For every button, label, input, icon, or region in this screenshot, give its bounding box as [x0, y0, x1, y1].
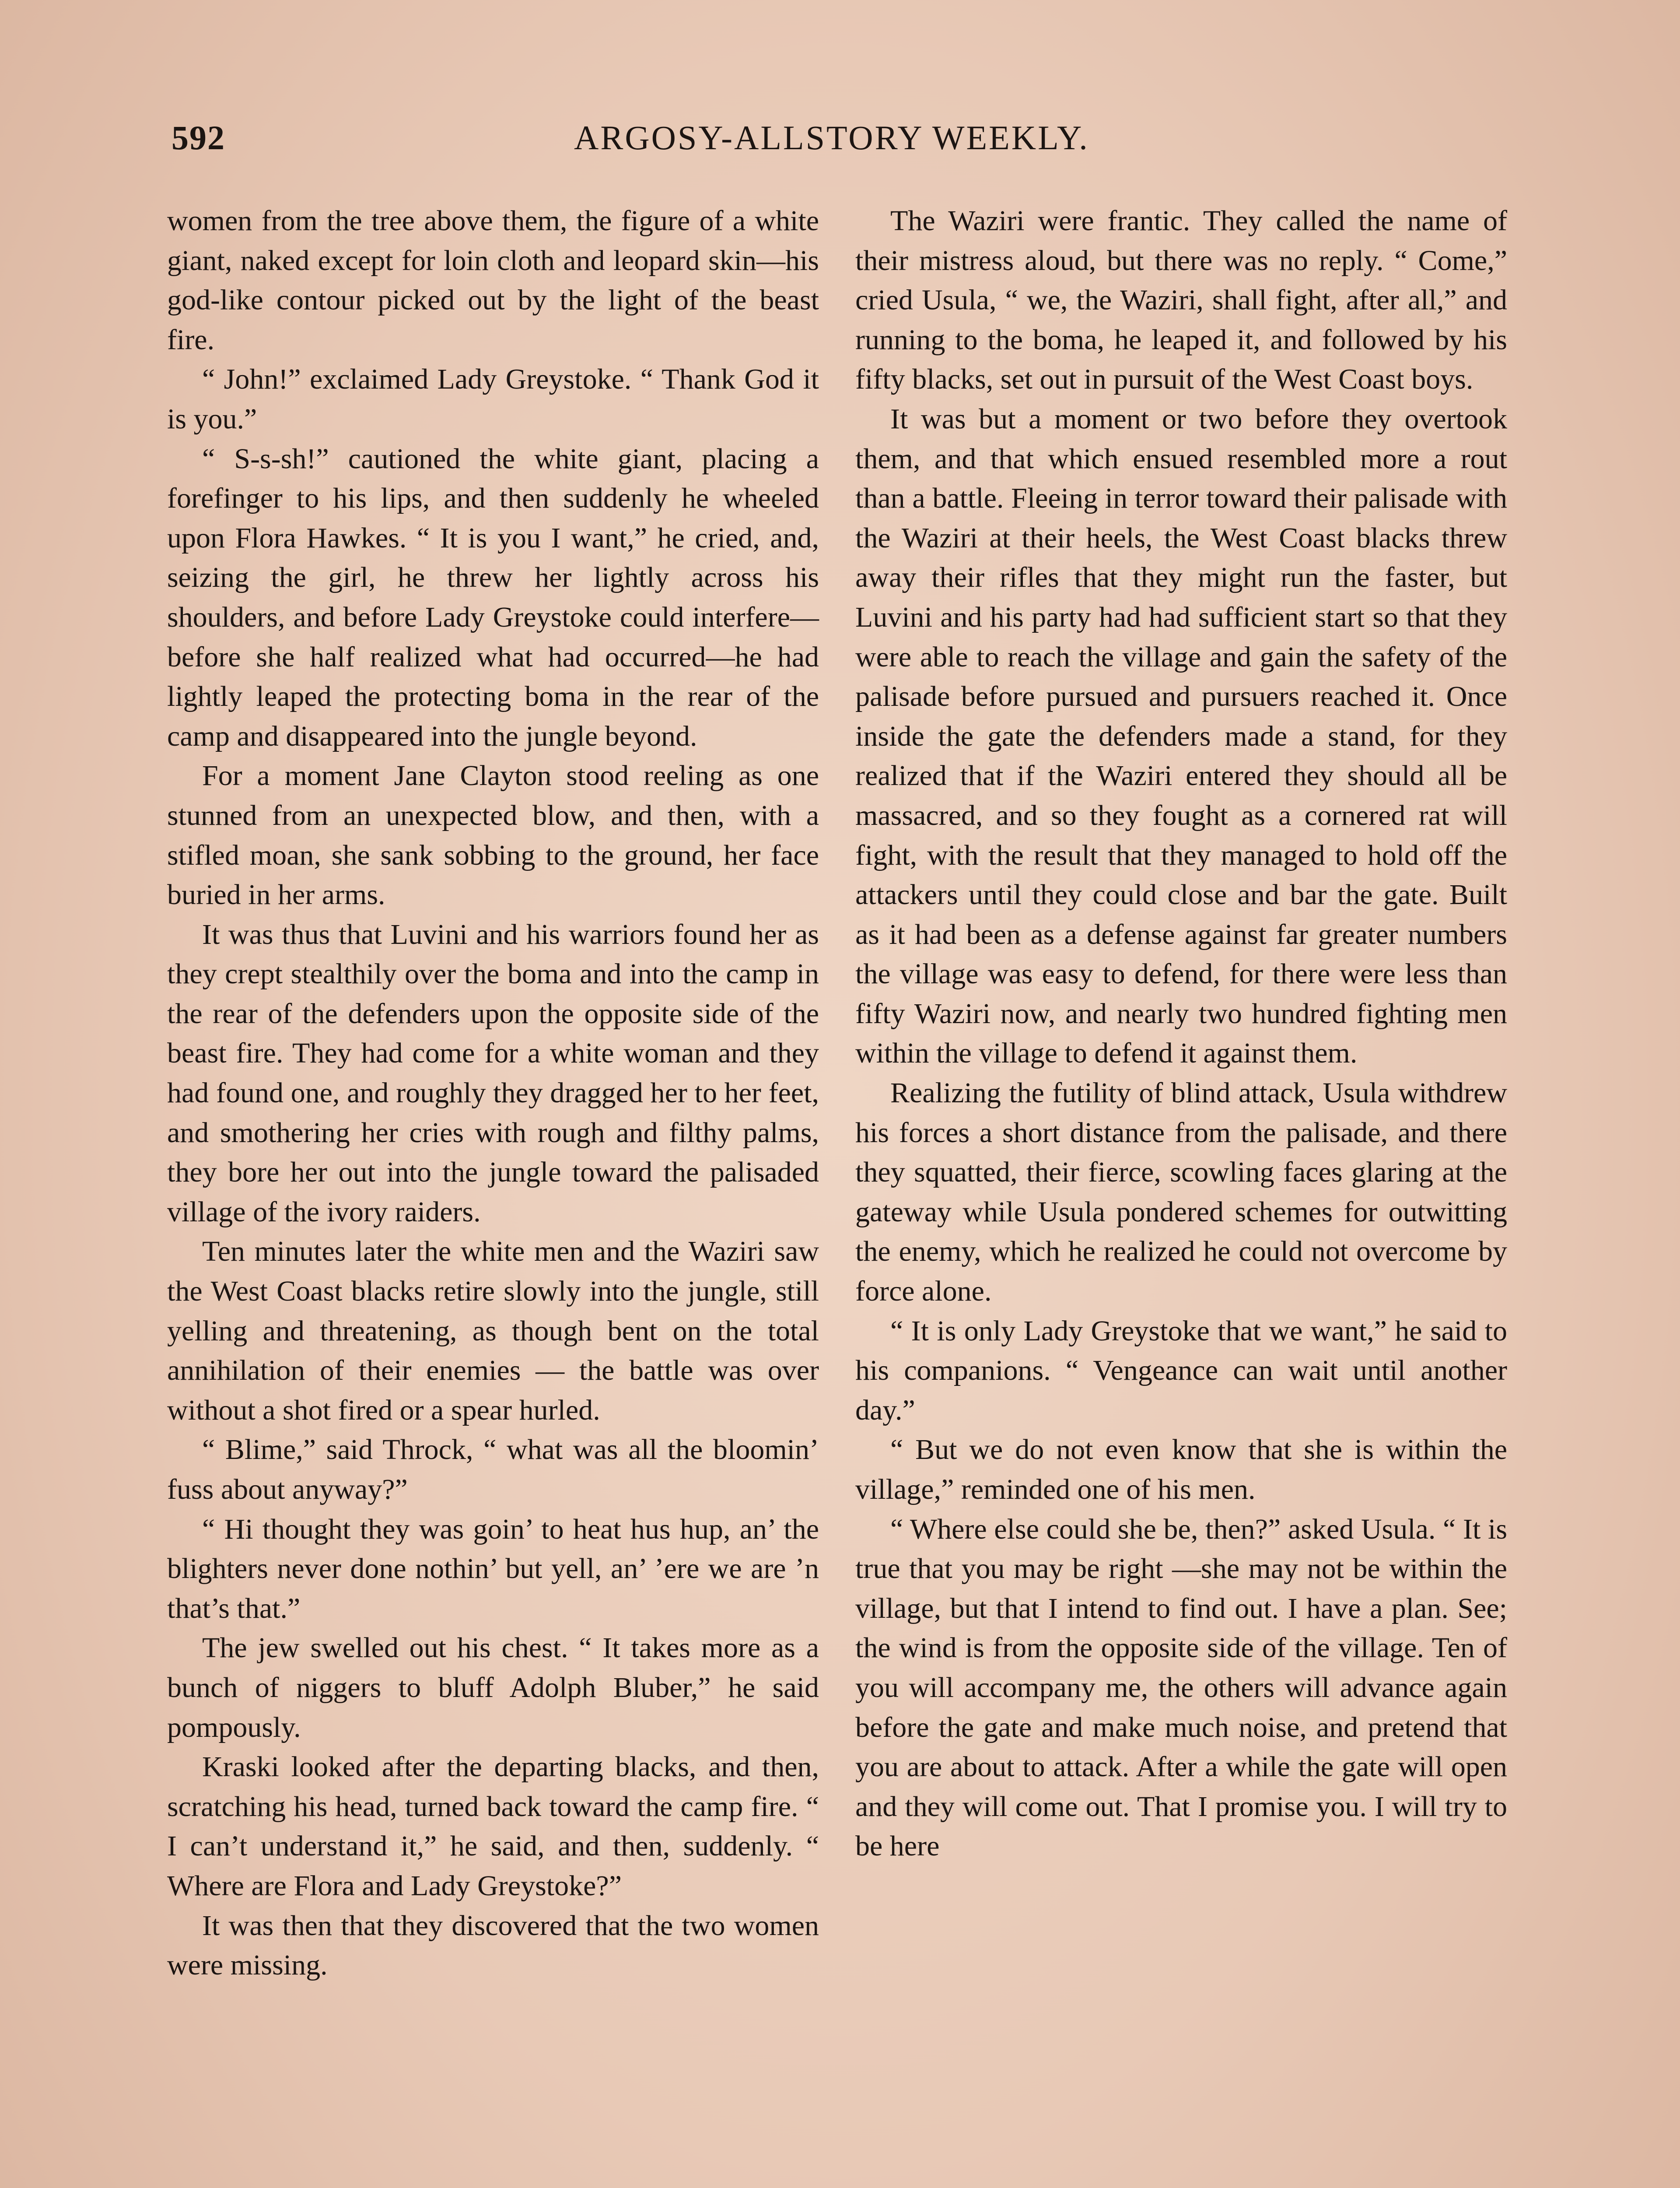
- paragraph: It was but a moment or two before they overtook them, and that which ensued resembled more a rout than a battle. Fleeing in terror toward their palisade with the Waziri at their heels, the West Coast blacks threw away their rifles that they might run the faster, but Luvini and his party had had sufficient start so that they were able to reach the village and gain the safety of the palisade before pursued and pursuers reached it. Once inside the gate the defenders made a stand, for they realized that if the Waziri entered they should all be massacred, and so they fought as a cornered rat will fight, with the result that they managed to hold off the attackers until they could close and bar the gate. Built as it had been as a defense against far greater numbers the village was easy to defend, for there were less than fifty Waziri now, and nearly two hundred fighting men within the village to defend it against them.: [855, 403, 1507, 1069]
- paragraph: Ten minutes later the white men and the Waziri saw the West Coast blacks retire slowly into the jungle, still yelling and threatening, as though bent on the total annihilation of their enemies — the battle was over without a shot fired or a spear hurled.: [167, 1235, 819, 1426]
- paragraph: Realizing the futility of blind attack, Usula withdrew his forces a short distance from the palisade, and there they squatted, their fierce, scowling faces glaring at the gateway while Usula pondered schemes for outwitting the enemy, which he realized he could not overcome by force alone.: [855, 1077, 1507, 1308]
- paragraph: “ Hi thought they was goin’ to heat hus hup, an’ the blighters never done nothin’ but yell, an’ ’ere we are ’n that’s that.”: [167, 1513, 819, 1624]
- paragraph: It was then that they discovered that the two women were missing.: [167, 1909, 819, 1981]
- paragraph: women from the tree above them, the figure of a white giant, naked except for loin cloth and leopard skin—his god-like contour picked out by the light of the beast fire.: [167, 205, 819, 356]
- paragraph: The Waziri were frantic. They called the name of their mistress aloud, but there was no reply. “ Come,” cried Usula, “ we, the Waziri, shall fight, after all,” and running to the boma, he leaped it, and followed by his fifty blacks, set out in pursuit of the West Coast boys.: [855, 205, 1507, 396]
- running-title: ARGOSY-ALLSTORY WEEKLY.: [574, 119, 1089, 157]
- left-column: [167, 201, 819, 1985]
- paragraph: Kraski looked after the departing blacks, and then, scratching his head, turned back toward the camp fire. “ I can’t understand it,” he said, and then, suddenly. “ Where are Flora and Lady Greystoke?”: [167, 1751, 819, 1902]
- paragraph: “ S-s-sh!” cautioned the white giant, placing a forefinger to his lips, and then suddenly he wheeled upon Flora Hawkes. “ It is you I want,” he cried, and, seizing the girl, he threw her lightly across his shoulders, and before Lady Greystoke could interfere—before she half realized what had occurred—he had lightly leaped the protecting boma in the rear of the camp and disappeared into the jungle beyond.: [167, 442, 819, 752]
- paragraph: “ But we do not even know that she is within the village,” reminded one of his men.: [855, 1434, 1507, 1505]
- page-header: [172, 118, 1510, 171]
- paragraph: The jew swelled out his chest. “ It takes more as a bunch of niggers to bluff Adolph Bluber,” he said pompously.: [167, 1632, 819, 1743]
- paragraph: For a moment Jane Clayton stood reeling as one stunned from an unexpected blow, and then, with a stifled moan, she sank sobbing to the ground, her face buried in her arms.: [167, 760, 819, 911]
- paragraph: “ John!” exclaimed Lady Greystoke. “ Thank God it is you.”: [167, 363, 819, 435]
- paragraph: “ Where else could she be, then?” asked Usula. “ It is true that you may be right —she may not be within the village, but that I intend to find out. I have a plan. See; the wind is from the opposite side of the village. Ten of you will accompany me, the others will advance again before the gate and make much noise, and pretend that you are about to attack. After a while the gate will open and they will come out. That I promise you. I will try to be here: [855, 1513, 1507, 1862]
- paragraph: “ Blime,” said Throck, “ what was all the bloomin’ fuss about anyway?”: [167, 1434, 819, 1505]
- page-number: 592: [172, 119, 225, 157]
- paragraph: “ It is only Lady Greystoke that we want,” he said to his companions. “ Vengeance can wait until another day.”: [855, 1315, 1507, 1426]
- right-column: [855, 201, 1507, 1866]
- paragraph: It was thus that Luvini and his warriors found her as they crept stealthily over the boma and into the camp in the rear of the defenders upon the opposite side of the beast fire. They had come for a white woman and they had found one, and roughly they dragged her to her feet, and smothering her cries with rough and filthy palms, they bore her out into the jungle toward the palisaded village of the ivory raiders.: [167, 918, 819, 1228]
